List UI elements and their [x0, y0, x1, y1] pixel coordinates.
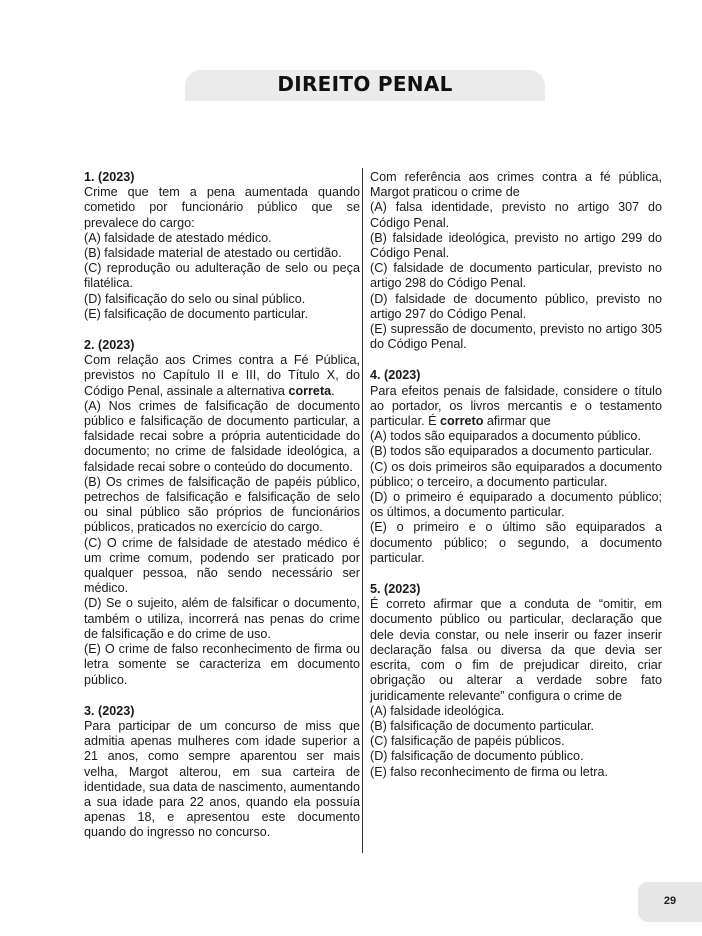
option-c: (C) reprodução ou adulteração de selo ou peça filatélica. — [84, 261, 360, 291]
question-stem: É correto afirmar que a conduta de “omitir, em documento público ou particular, declaração que dele devia constar, ou nele inserir ou fazer inserir declaração falsa ou diversa da que devia ser escrita, com o fim de prejudicar direito, criar obrigação ou alterar a verdade sobre fato juridicamente relevante” configura o crime de — [370, 597, 662, 703]
question-stem — [370, 384, 662, 430]
option-a: (A) falsa identidade, previsto no artigo 307 do Código Penal. — [370, 200, 662, 230]
question-number: 5. (2023) — [370, 582, 421, 597]
option-a: (A) falsidade ideológica. — [370, 703, 505, 718]
question-number: 4. (2023) — [370, 368, 421, 383]
option-b: (B) falsidade material de atestado ou certidão. — [84, 246, 342, 261]
option-c: (C) os dois primeiros são equiparados a documento público; o terceiro, a documento particular. — [370, 459, 662, 489]
option-d: (D) Se o sujeito, além de falsificar o documento, também o utiliza, incorrerá nas penas do crime de falsificação e do crime de uso. — [84, 596, 360, 641]
question-stem — [84, 353, 360, 399]
option-a: (A) Nos crimes de falsificação de documento público e falsificação de documento particular, a falsidade recai sobre a própria autenticidade do documento; no crime de falsidade ideológica, a falsidade recai sobre o conteúdo do documento. — [84, 398, 360, 474]
stem-emphasis: correto — [440, 414, 484, 429]
option-a: (A) todos são equiparados a documento público. — [370, 429, 641, 444]
question-3 — [84, 704, 360, 841]
question-2 — [84, 338, 360, 688]
stem-text-end: . — [331, 383, 335, 398]
question-number: 1. (2023) — [84, 170, 135, 184]
option-e: (E) falsificação de documento particular. — [84, 306, 308, 321]
question-stem: Crime que tem a pena aumentada quando cometido por funcionário público que se prevalece do cargo: — [84, 185, 360, 230]
question-number: 3. (2023) — [84, 703, 135, 718]
option-e: (E) falso reconhecimento de firma ou letra. — [370, 764, 608, 779]
question-1 — [84, 170, 360, 322]
option-d: (D) falsificação de documento público. — [370, 749, 584, 764]
left-column — [84, 170, 360, 857]
option-e: (E) o primeiro e o último são equiparados a documento público; o segundo, a documento particular. — [370, 520, 662, 565]
option-d: (D) o primeiro é equiparado a documento público; os últimos, a documento particular. — [370, 490, 662, 520]
option-b: (B) falsificação de documento particular. — [370, 718, 594, 733]
option-a: (A) falsidade de atestado médico. — [84, 230, 272, 245]
question-number: 2. (2023) — [84, 338, 135, 353]
option-c: (C) falsidade de documento particular, previsto no artigo 298 do Código Penal. — [370, 261, 662, 291]
question-stem: Para participar de um concurso de miss que admitia apenas mulheres com idade superior a 21 anos, como sempre aparentou ser mais velha, Margot alterou, em sua carteira de identidade, sua data de nascimento, aumentando a sua idade para 22 anos, quando ela possuía apenas 18, e apresentou este documento quando do ingresso no concurso. — [84, 718, 360, 840]
option-b: (B) todos são equiparados a documento particular. — [370, 444, 653, 459]
option-e: (E) supressão de documento, previsto no artigo 305 do Código Penal. — [370, 322, 662, 352]
question-5 — [370, 582, 662, 780]
option-c: (C) falsificação de papéis públicos. — [370, 734, 565, 749]
stem-text: Para efeitos penais de falsidade, considere o título ao portador, os livros mercantis e o testamento particular. É — [370, 383, 662, 429]
stem-text: Com relação aos Crimes contra a Fé Pública, previstos no Capítulo II e III, do Título X, do Código Penal, assinale a alternativa — [84, 353, 360, 398]
stem-text-end: afirmar que — [483, 414, 551, 429]
option-e: (E) O crime de falso reconhecimento de firma ou letra somente se caracteriza em documento público. — [84, 642, 360, 687]
question-4 — [370, 368, 662, 566]
option-d: (D) falsificação do selo ou sinal público. — [84, 291, 306, 306]
question-stem-continued: Com referência aos crimes contra a fé pública, Margot praticou o crime de — [370, 170, 662, 200]
page-number: 29 — [663, 895, 677, 907]
option-b: (B) Os crimes de falsificação de papéis público, petrechos de falsificação e falsificação de selo ou sinal público são próprios de funcionários públicos, praticados no exercício do cargo. — [84, 474, 360, 535]
page-title: DIREITO PENAL — [277, 72, 453, 96]
stem-emphasis: correta — [288, 383, 332, 398]
option-c: (C) O crime de falsidade de atestado médico é um crime comum, podendo ser praticado por qualquer pessoa, não sendo necessário ser médico. — [84, 535, 360, 596]
option-d: (D) falsidade de documento público, previsto no artigo 297 do Código Penal. — [370, 291, 662, 321]
question-3-continued — [370, 170, 662, 352]
column-divider — [362, 168, 363, 853]
option-b: (B) falsidade ideológica, previsto no artigo 299 do Código Penal. — [370, 230, 662, 261]
right-column — [370, 170, 662, 796]
